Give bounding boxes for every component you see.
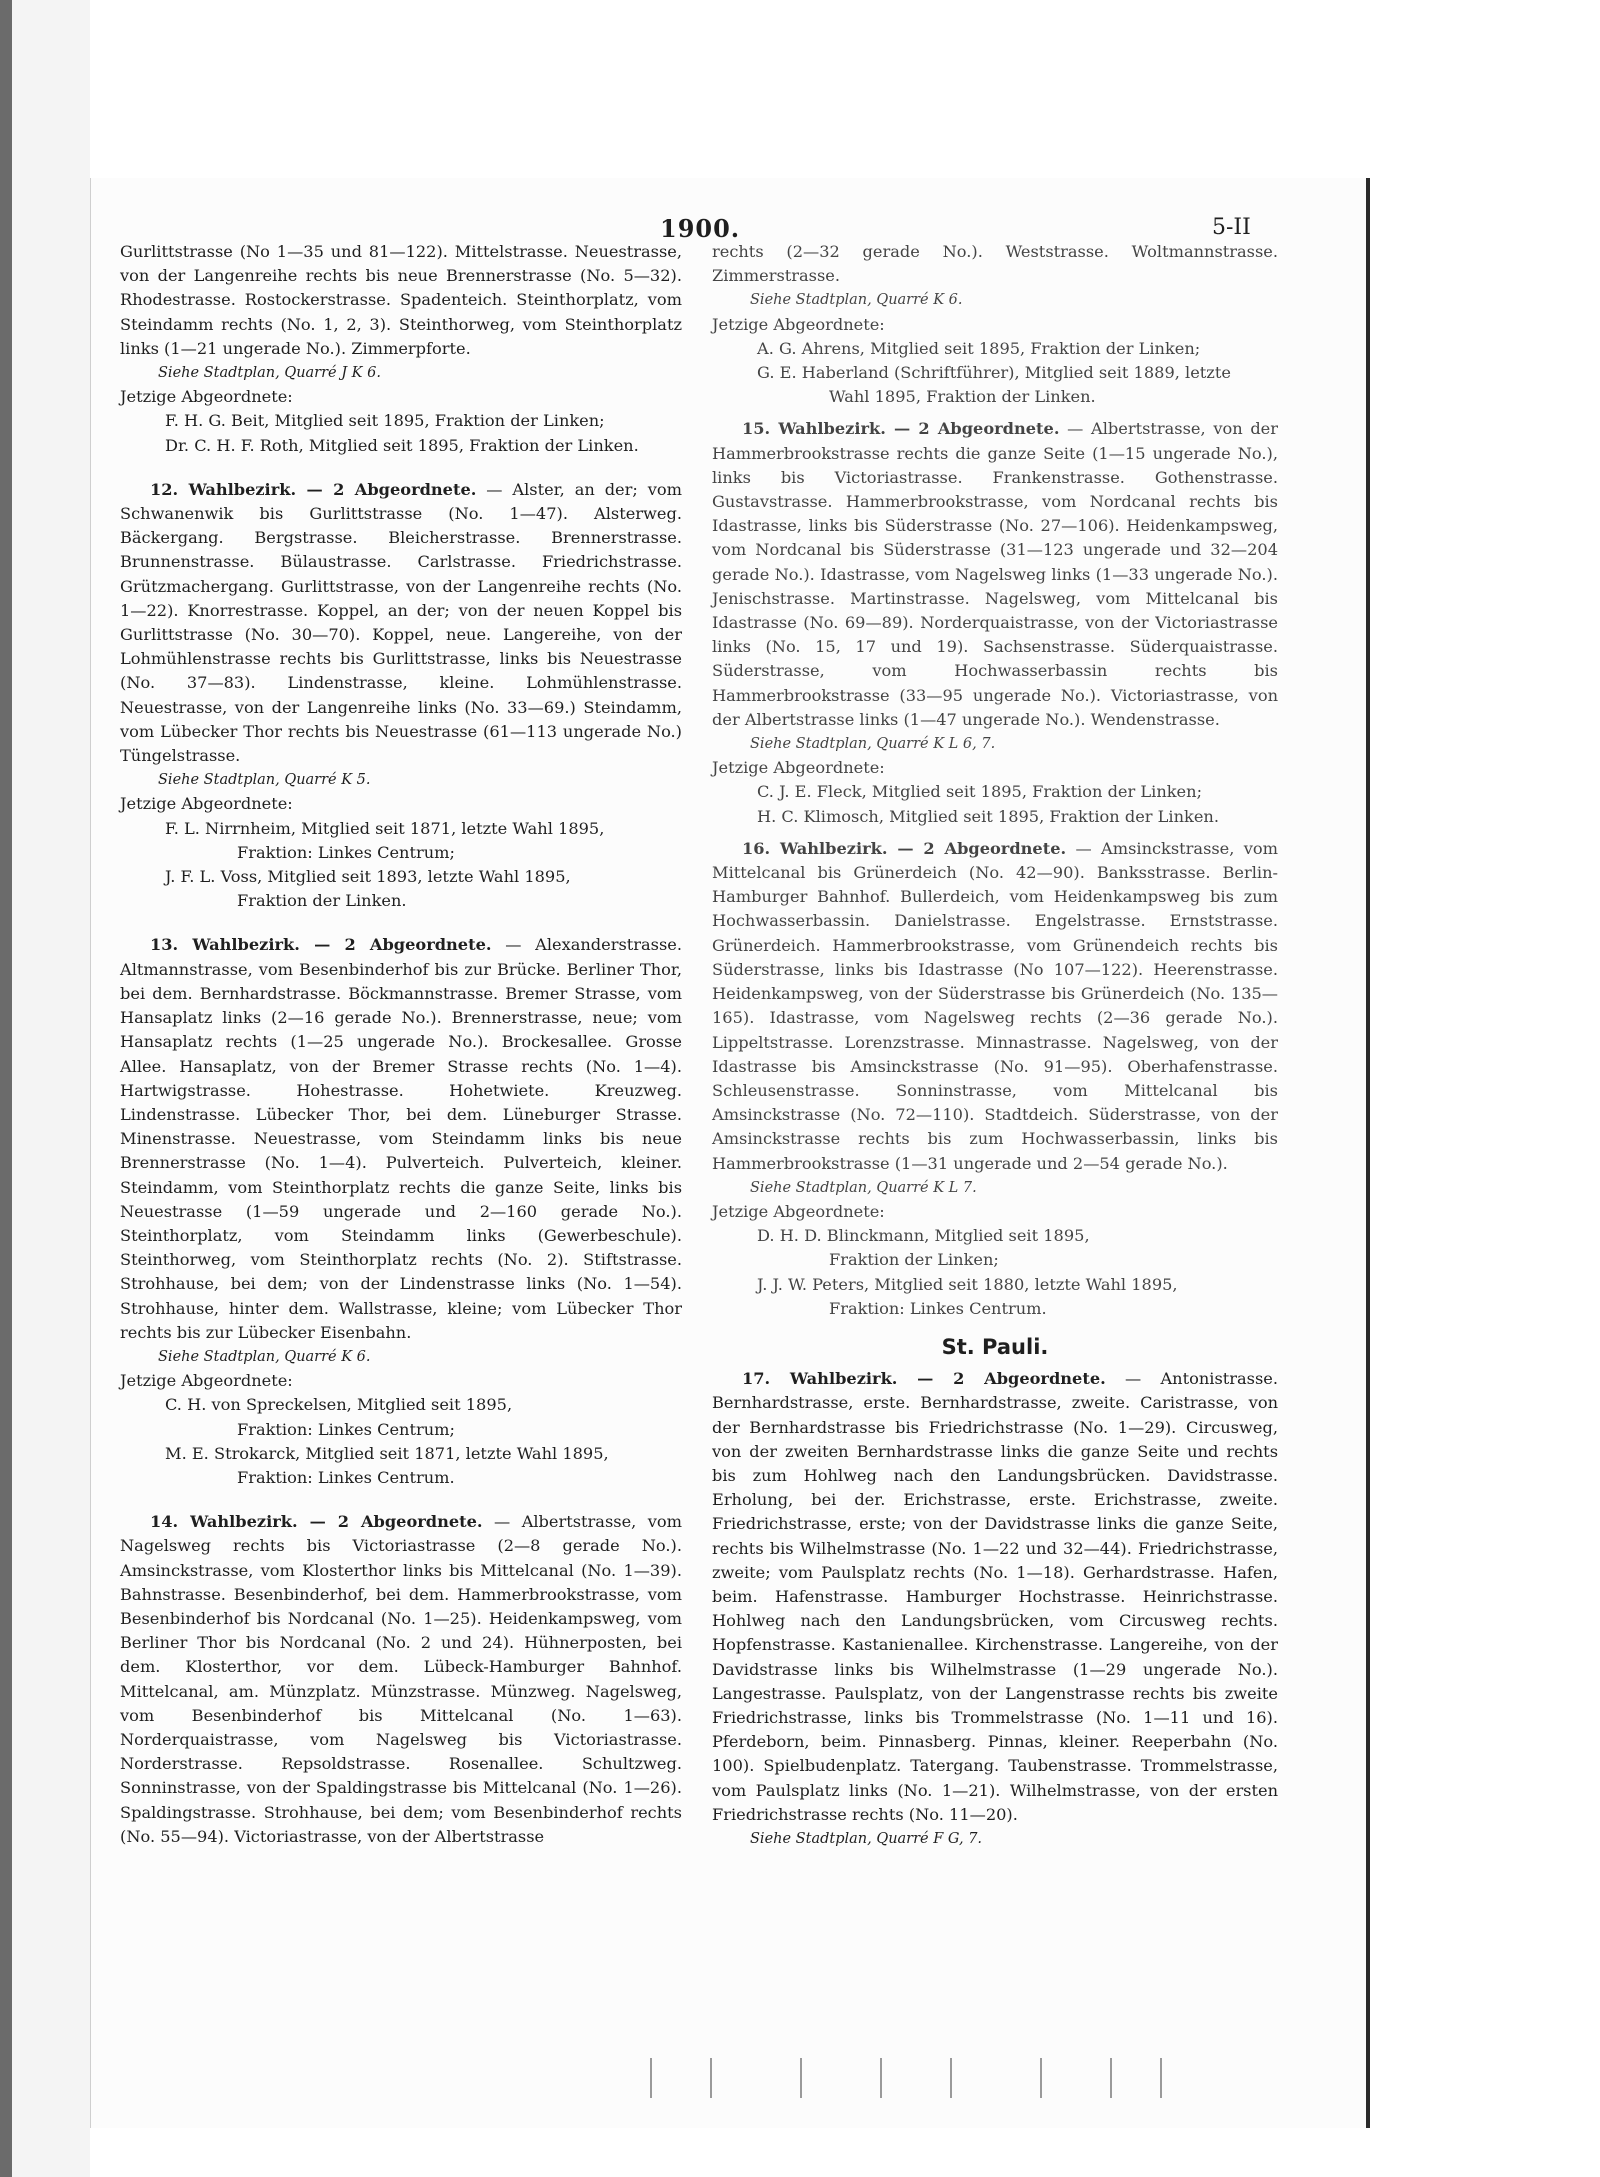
representative-name: J. J. W. Peters, Mitglied seit 1880, letzte Wahl 1895,	[757, 1274, 1178, 1294]
representative: H. C. Klimosch, Mitglied seit 1895, Fraktion der Linken.	[757, 806, 1219, 826]
representative: C. J. E. Fleck, Mitglied seit 1895, Fraktion der Linken;	[757, 782, 1203, 802]
district-16	[712, 837, 1278, 1176]
representative-fraction: Fraktion der Linken;	[829, 1250, 999, 1270]
representative	[712, 1273, 1278, 1321]
district-14	[120, 1510, 682, 1849]
map-reference: Siehe Stadtplan, Quarré F G, 7.	[750, 1831, 983, 1847]
district-heading: 16. Wahlbezirk. — 2 Abgeordnete.	[742, 838, 1067, 858]
representative-fraction: Fraktion: Linkes Centrum;	[237, 1419, 455, 1439]
district-streets: — Amsinckstrasse, vom Mittelcanal bis Grünerdeich (No. 42—90). Banksstrasse. Berlin-Hamburger Bahnhof. Bullerdeich, vom Heidenkampsweg bis zum Hochwasserbassin. Danielstrasse. Engelstrasse. Ernststrasse. Grünerdeich. Hammerbrookstrasse, vom Grünendeich rechts bis Süderstrasse, links bis Idastrasse (No 107—122). Heerenstrasse. Heidenkampsweg, von der Süderstrasse bis Grünerdeich (No. 135—165). Idastrasse, vom Nagelsweg rechts (2—36 gerade No.). Lippeltstrasse. Lorenzstrasse. Minnastrasse. Nagelsweg, von der Idastrasse bis Amsinckstrasse (No. 91—95). Oberhafenstrasse. Schleusenstrasse. Sonninstrasse, vom Mittelcanal bis Amsinckstrasse (No. 72—110). Stadtdeich. Süderstrasse, von der Amsinckstrasse rechts bis zum Hochwasserbassin, links bis Hammerbrookstrasse (1—31 ungerade und 2—54 gerade No.).	[712, 838, 1278, 1173]
representative-fraction: Fraktion: Linkes Centrum;	[237, 842, 455, 862]
representative	[712, 361, 1278, 409]
representative	[120, 865, 682, 913]
district-heading: 17. Wahlbezirk. — 2 Abgeordnete.	[742, 1369, 1106, 1389]
representative-fraction: Fraktion: Linkes Centrum.	[237, 1467, 455, 1487]
representatives-label: Jetzige Abgeordnete:	[120, 794, 293, 814]
map-reference: Siehe Stadtplan, Quarré K 5.	[158, 772, 371, 789]
right-column	[712, 240, 1278, 1851]
section-title: St. Pauli.	[941, 1334, 1049, 1359]
map-reference: Siehe Stadtplan, Quarré K 6.	[750, 292, 963, 309]
scan-margin	[0, 0, 90, 2177]
district-17	[712, 1367, 1278, 1827]
representatives-label: Jetzige Abgeordnete:	[120, 1371, 293, 1391]
representative: A. G. Ahrens, Mitglied seit 1895, Fraktion der Linken;	[757, 338, 1201, 358]
district-streets: — Alster, an der; vom Schwanenwik bis Gurlittstrasse (No. 1—47). Alsterweg. Bäckergang. Bergstrasse. Bleicherstrasse. Brennerstrasse. Brunnenstrasse. Bülaustrasse. Carlstrasse. Friedrichstrasse. Grützmachergang. Gurlittstrasse, von der Langenreihe rechts (No. 1—22). Knorrestrasse. Koppel, an der; von der neuen Koppel bis Gurlittstrasse (No. 30—70). Koppel, neue. Langereihe, von der Lohmühlenstrasse rechts bis Gurlittstrasse, links bis Neuestrasse (No. 37—83). Lindenstrasse, kleine. Lohmühlenstrasse. Neuestrasse, von der Langenreihe links (No. 33—69.) Steindamm, vom Lübecker Thor rechts bis Neuestrasse (61—113 ungerade No.) Tüngelstrasse.	[120, 479, 682, 766]
representatives-label: Jetzige Abgeordnete:	[712, 314, 885, 334]
district-streets: — Alexanderstrasse. Altmannstrasse, vom Besenbinderhof bis zur Brücke. Berliner Thor, bei dem. Bernhardstrasse. Böckmannstrasse. Bremer Strasse, vom Hansaplatz links (2—16 gerade No.). Brennerstrasse, neue; vom Hansaplatz rechts (1—25 ungerade No.). Brockesallee. Grosse Allee. Hansaplatz, von der Bremer Strasse rechts (No. 1—4). Hartwigstrasse. Hohestrasse. Hohetwiete. Kreuzweg. Lindenstrasse. Lübecker Thor, bei dem. Lüneburger Strasse. Minenstrasse. Neuestrasse, vom Steindamm links bis neue Brennerstrasse (No. 1—4). Pulverteich. Pulverteich, kleiner. Steindamm, vom Steinthorplatz rechts die ganze Seite, links bis Neuestrasse (1—59 ungerade und 2—160 gerade No.). Steinthorplatz, vom Steindamm links (Gewerbeschule). Steinthorweg, vom Steinthorplatz rechts (No. 2). Stiftstrasse. Strohhause, bei dem; von der Lindenstrasse links (No. 1—54). Strohhause, hinter dem. Wallstrasse, kleine; vom Lübecker Thor rechts bis zur Lübecker Eisenbahn.	[120, 935, 682, 1342]
page-header-year: 1900.	[660, 214, 741, 243]
district-15	[712, 417, 1278, 732]
representative	[120, 1393, 682, 1441]
bottom-scan-marks	[650, 2058, 1170, 2098]
representatives-label: Jetzige Abgeordnete:	[120, 387, 293, 407]
representative-name: F. L. Nirrnheim, Mitglied seit 1871, letzte Wahl 1895,	[165, 818, 605, 838]
representative-name: G. E. Haberland (Schriftführer), Mitglied seit 1889, letzte	[757, 363, 1231, 383]
district-streets: — Albertstrasse, vom Nagelsweg rechts bis Victoriastrasse (2—8 gerade No.). Amsinckstrasse, vom Klosterthor links bis Mittelcanal (No. 1—39). Bahnstrasse. Besenbinderhof, bei dem. Hammerbrookstrasse, vom Besenbinderhof bis Nordcanal (No. 1—25). Heidenkampsweg, vom Berliner Thor bis Nordcanal (No. 2 und 24). Hühnerposten, bei dem. Klosterthor, vor dem. Lübeck-Hamburger Bahnhof. Mittelcanal, am. Münzplatz. Münzstrasse. Münzweg. Nagelsweg, vom Besenbinderhof bis Mittelcanal (No. 1—63). Norderquaistrasse, vom Nagelsweg bis Victoriastrasse. Norderstrasse. Repsoldstrasse. Rosenallee. Schultzweg. Sonninstrasse, von der Spaldingstrasse bis Mittelcanal (No. 1—26). Spaldingstrasse. Strohhause, bei dem; vom Besenbinderhof rechts (No. 55—94). Victoriastrasse, von der Albertstrasse	[120, 1512, 682, 1846]
representative: Dr. C. H. F. Roth, Mitglied seit 1895, Fraktion der Linken.	[165, 435, 639, 455]
representative-fraction: Fraktion: Linkes Centrum.	[829, 1298, 1047, 1318]
map-reference: Siehe Stadtplan, Quarré K L 6, 7.	[750, 736, 996, 753]
continued-district-text: rechts (2—32 gerade No.). Weststrasse. Woltmannstrasse. Zimmerstrasse.	[712, 242, 1278, 286]
map-reference: Siehe Stadtplan, Quarré K L 7.	[750, 1179, 977, 1196]
map-reference: Siehe Stadtplan, Quarré J K 6.	[158, 365, 381, 382]
district-streets: — Albertstrasse, von der Hammerbrookstrasse rechts die ganze Seite (1—15 ungerade No.), links bis Victoriastrasse. Frankenstrasse. Gothenstrasse. Gustavstrasse. Hammerbrookstrasse, vom Nordcanal rechts bis Idastrasse, links bis Süderstrasse (No. 27—106). Heidenkampsweg, vom Nordcanal bis Süderstrasse (31—123 ungerade und 32—204 gerade No.). Idastrasse, vom Nagelsweg links (1—33 ungerade No.). Jenischstrasse. Martinstrasse. Nagelsweg, vom Mittelcanal bis Idastrasse (No. 69—89). Norderquaistrasse, von der Victoriastrasse links (No. 15, 17 und 19). Sachsenstrasse. Süderquaistrasse. Süderstrasse, vom Hochwasserbassin rechts bis Hammerbrookstrasse (33—95 ungerade No.). Victoriastrasse, von der Albertstrasse links (1—47 ungerade No.). Wendenstrasse.	[712, 419, 1278, 729]
page-edge-shadow	[1366, 178, 1370, 2128]
page-number: 5-II	[1212, 215, 1251, 240]
district-heading: 13. Wahlbezirk. — 2 Abgeordnete.	[150, 935, 492, 955]
map-reference: Siehe Stadtplan, Quarré K 6.	[158, 1348, 371, 1365]
representative-fraction: Wahl 1895, Fraktion der Linken.	[829, 387, 1096, 407]
representative-name: C. H. von Spreckelsen, Mitglied seit 1895,	[165, 1395, 513, 1415]
representatives-label: Jetzige Abgeordnete:	[712, 758, 885, 778]
scan-edge	[0, 0, 12, 2177]
representative	[712, 1224, 1278, 1272]
district-heading: 15. Wahlbezirk. — 2 Abgeordnete.	[742, 419, 1060, 439]
district-streets: — Antonistrasse. Bernhardstrasse, erste. Bernhardstrasse, zweite. Caristrasse, von der Bernhardstrasse bis Friedrichstrasse (No. 1—29). Circusweg, von der zweiten Bernhardstrasse links die ganze Seite und rechts bis zum Hohlweg nach den Landungsbrücken. Davidstrasse. Erholung, bei der. Erichstrasse, erste. Erichstrasse, zweite. Friedrichstrasse, erste; von der Davidstrasse links die ganze Seite, rechts bis Wilhelmstrasse (No. 1—22 und 32—44). Friedrichstrasse, zweite; vom Paulsplatz rechts (No. 1—18). Gerhardstrasse. Hafen, beim. Hafenstrasse. Hamburger Hochstrasse. Heinrichstrasse. Hohlweg nach den Landungsbrücken, vom Circusweg rechts. Hopfenstrasse. Kastanienallee. Kirchenstrasse. Langereihe, von der Davidstrasse links bis Wilhelmstrasse (1—29 ungerade No.). Langestrasse. Paulsplatz, von der Langenstrasse rechts bis zweite Friedrichstrasse, links bis Trommelstrasse (No. 1—11 und 16). Pferdeborn, beim. Pinnasberg. Pinnas, kleiner. Reeperbahn (No. 100). Spielbudenplatz. Tatergang. Taubenstrasse. Trommelstrasse, vom Paulsplatz links (No. 1—21). Wilhelmstrasse, von der ersten Friedrichstrasse rechts (No. 11—20).	[712, 1369, 1278, 1824]
representative: F. H. G. Beit, Mitglied seit 1895, Fraktion der Linken;	[165, 411, 605, 431]
representative	[120, 817, 682, 865]
district-heading: 12. Wahlbezirk. — 2 Abgeordnete.	[150, 479, 477, 499]
district-13	[120, 933, 682, 1344]
district-heading: 14. Wahlbezirk. — 2 Abgeordnete.	[150, 1512, 483, 1532]
district-12	[120, 478, 682, 768]
representative-name: J. F. L. Voss, Mitglied seit 1893, letzte Wahl 1895,	[165, 867, 571, 887]
representative	[120, 1442, 682, 1490]
representative-name: M. E. Strokarck, Mitglied seit 1871, letzte Wahl 1895,	[165, 1443, 609, 1463]
representative-fraction: Fraktion der Linken.	[237, 891, 407, 911]
representative-name: D. H. D. Blinckmann, Mitglied seit 1895,	[757, 1226, 1090, 1246]
representatives-label: Jetzige Abgeordnete:	[712, 1201, 885, 1221]
continued-district-text: Gurlittstrasse (No 1—35 und 81—122). Mittelstrasse. Neuestrasse, von der Langenreihe rechts bis neue Brennerstrasse (No. 5—32). Rhodestrasse. Rostockerstrasse. Spadenteich. Steinthorplatz, vom Steindamm rechts (No. 1, 2, 3). Steinthorweg, vom Steinthorplatz links (1—21 ungerade No.). Zimmerpforte.	[120, 242, 682, 358]
left-column	[120, 240, 682, 1849]
